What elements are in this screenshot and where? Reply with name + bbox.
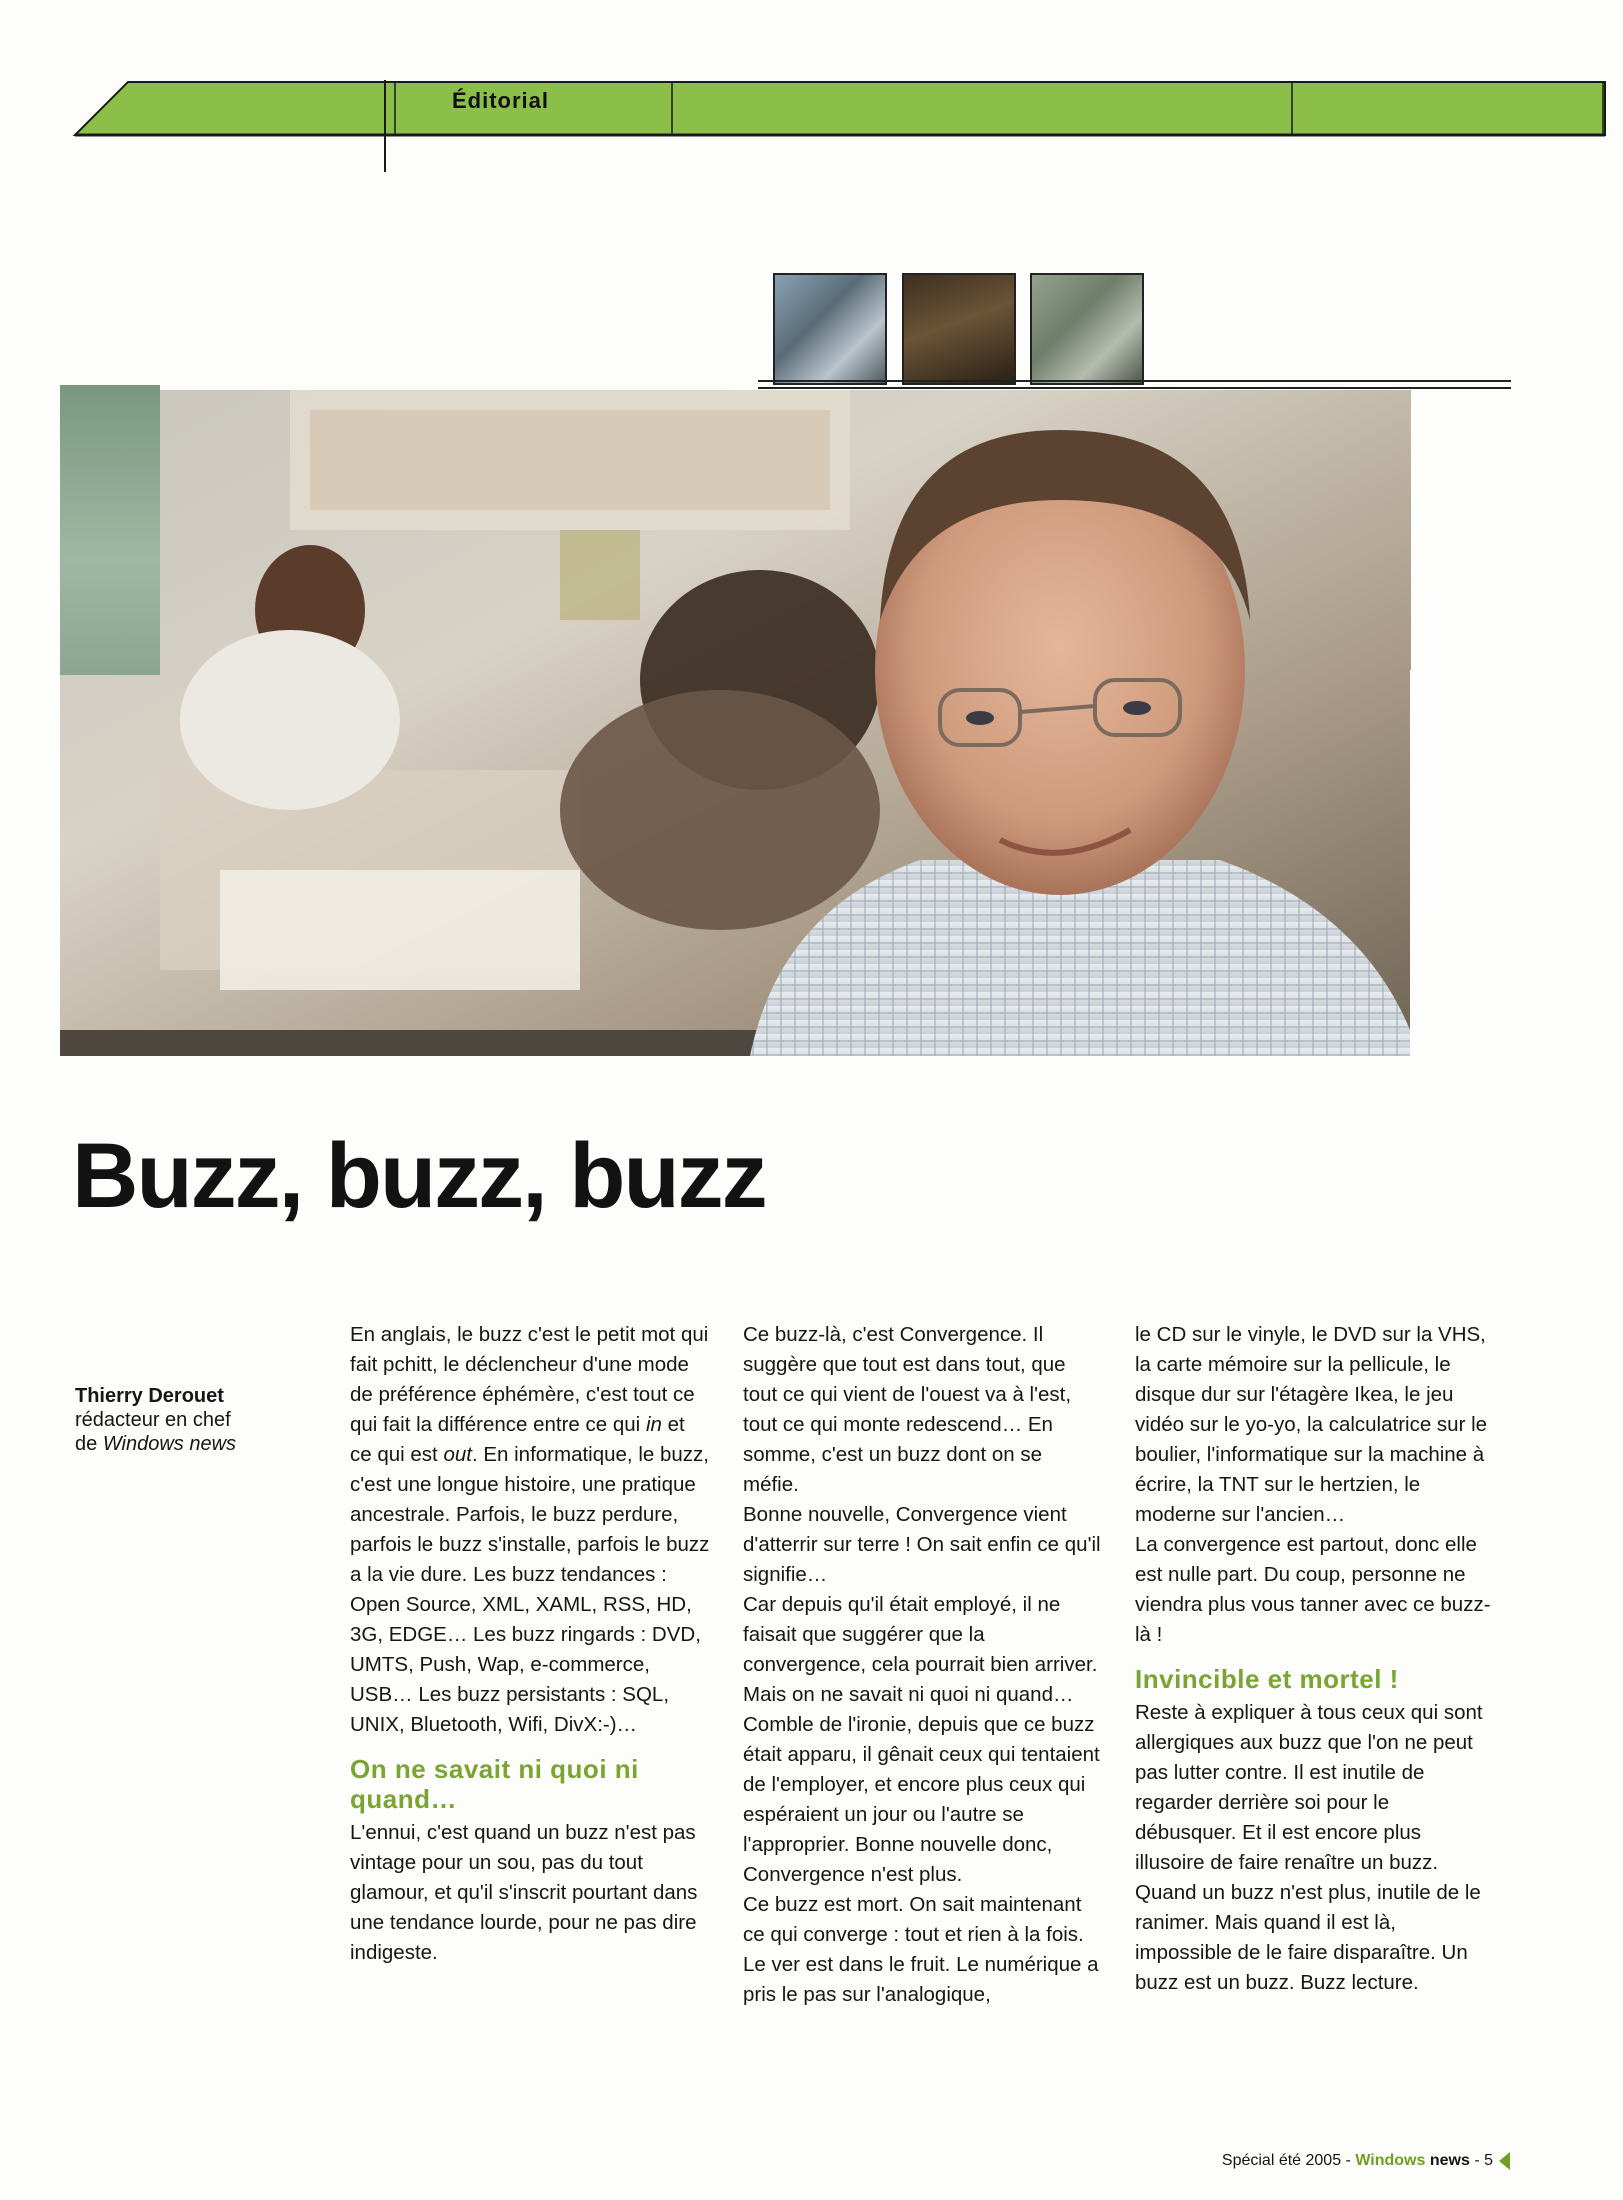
paragraph: L'ennui, c'est quand un buzz n'est pas vintage pour un sou, pas du tout glamour, et qu'il s'inscrit pourtant dans une tendance lourde, pour ne pas dire indigeste. <box>350 1821 698 1964</box>
photo-frame-rail <box>758 380 1511 389</box>
byline <box>75 1384 275 1456</box>
thumbnail-image <box>773 273 887 385</box>
footer-brand-news: news <box>1429 2152 1470 2169</box>
thumbnail-image <box>1030 273 1144 385</box>
subheading: On ne savait ni quoi ni quand… <box>350 1754 639 1814</box>
paragraph: Ce buzz est mort. On sait maintenant ce qui converge : tout et rien à la fois. Le ver est dans le fruit. Le numérique a pris le pas sur l'analogique, <box>743 1893 1099 2006</box>
section-label: Éditorial <box>452 88 550 113</box>
thumbnail-strip <box>773 273 1143 385</box>
emphasis-text: out <box>443 1443 472 1466</box>
subheading: Invincible et mortel ! <box>1135 1664 1399 1694</box>
paragraph-text: En anglais, le buzz c'est le petit mot qui fait pchitt, le déclencheur d'une mode de préférence éphémère, c'est tout ce qui fait la différence entre ce qui <box>350 1323 709 1436</box>
footer-issue: Spécial été 2005 - <box>1221 2152 1351 2169</box>
article-column-2 <box>743 1320 1103 2010</box>
portrait-photo-graphic <box>60 390 1411 1056</box>
section-header-band <box>0 0 1623 170</box>
article-title: Buzz, buzz, buzz <box>72 1125 766 1227</box>
portrait-photo <box>60 390 1411 1056</box>
paragraph <box>350 1320 710 1740</box>
article-column-1 <box>350 1320 710 1968</box>
author-name: Thierry Derouet <box>75 1385 224 1407</box>
paragraph: Car depuis qu'il était employé, il ne faisait que suggérer que la convergence, cela pourrait bien arriver. Mais on ne savait ni quoi ni quand… Comble de l'ironie, depuis que ce buzz était apparu, il gênait ceux qui tentaient de l'employer, et encore plus ceux qui espéraient un jour ou l'autre se l'approprier. Bonne nouvelle donc, Convergence n'est plus. <box>743 1593 1100 1886</box>
paragraph: le CD sur le vinyle, le DVD sur la VHS, la carte mémoire sur la pellicule, le disque dur sur l'étagère Ikea, le jeu vidéo sur le yo-yo, la calculatrice sur le boulier, l'informatique sur la machine à écrire, la TNT sur le hertzien, le moderne sur l'ancien… <box>1135 1323 1488 1526</box>
footer-brand-windows: Windows <box>1355 2152 1426 2169</box>
arrow-left-icon <box>1499 2152 1510 2170</box>
page-number: - 5 <box>1474 2152 1493 2169</box>
author-role: rédacteur en chef <box>75 1409 231 1431</box>
article-column-3 <box>1135 1320 1495 1998</box>
paragraph: La convergence est partout, donc elle est nulle part. Du coup, personne ne viendra plus vous tanner avec ce buzz-là ! <box>1135 1533 1491 1646</box>
page-footer <box>1222 2152 1493 2170</box>
photo-cutout <box>1410 670 1623 1060</box>
author-role-prefix: de <box>75 1433 98 1455</box>
paragraph-text: . En informatique, le buzz, c'est une longue histoire, une pratique ancestrale. Parfois, le buzz perdure, parfois le buzz s'installe, parfois le buzz a la vie dure. Les buzz tendances : Open Source, XML, XAML, RSS, HD, 3G, EDGE… Les buzz ringards : DVD, UMTS, Push, Wap, e-commerce, USB… Les buzz persistants : SQL, UNIX, Bluetooth, Wifi, DivX:-)… <box>350 1443 710 1736</box>
thumbnail-image <box>902 273 1016 385</box>
header-band-graphic <box>0 0 1623 175</box>
paragraph: Ce buzz-là, c'est Convergence. Il suggère que tout est dans tout, que tout ce qui vient de l'ouest va à l'est, tout ce qui monte redescend… En somme, c'est un buzz dont on se méfie. <box>743 1323 1072 1496</box>
paragraph-text: et ce qui est <box>350 1413 685 1466</box>
emphasis-text: in <box>645 1413 662 1436</box>
publication-name: Windows news <box>102 1433 237 1455</box>
paragraph: Reste à expliquer à tous ceux qui sont allergiques aux buzz que l'on ne peut pas lutter contre. Il est inutile de regarder derrière soi pour le débusquer. Et il est encore plus illusoire de faire renaître un buzz. Quand un buzz n'est plus, inutile de le ranimer. Mais quand il est là, impossible de le faire disparaître. Un buzz est un buzz. Buzz lecture. <box>1135 1701 1483 1994</box>
paragraph: Bonne nouvelle, Convergence vient d'atterrir sur terre ! On sait enfin ce qu'il signifie… <box>743 1503 1101 1586</box>
photo-corner-accent <box>60 385 160 675</box>
